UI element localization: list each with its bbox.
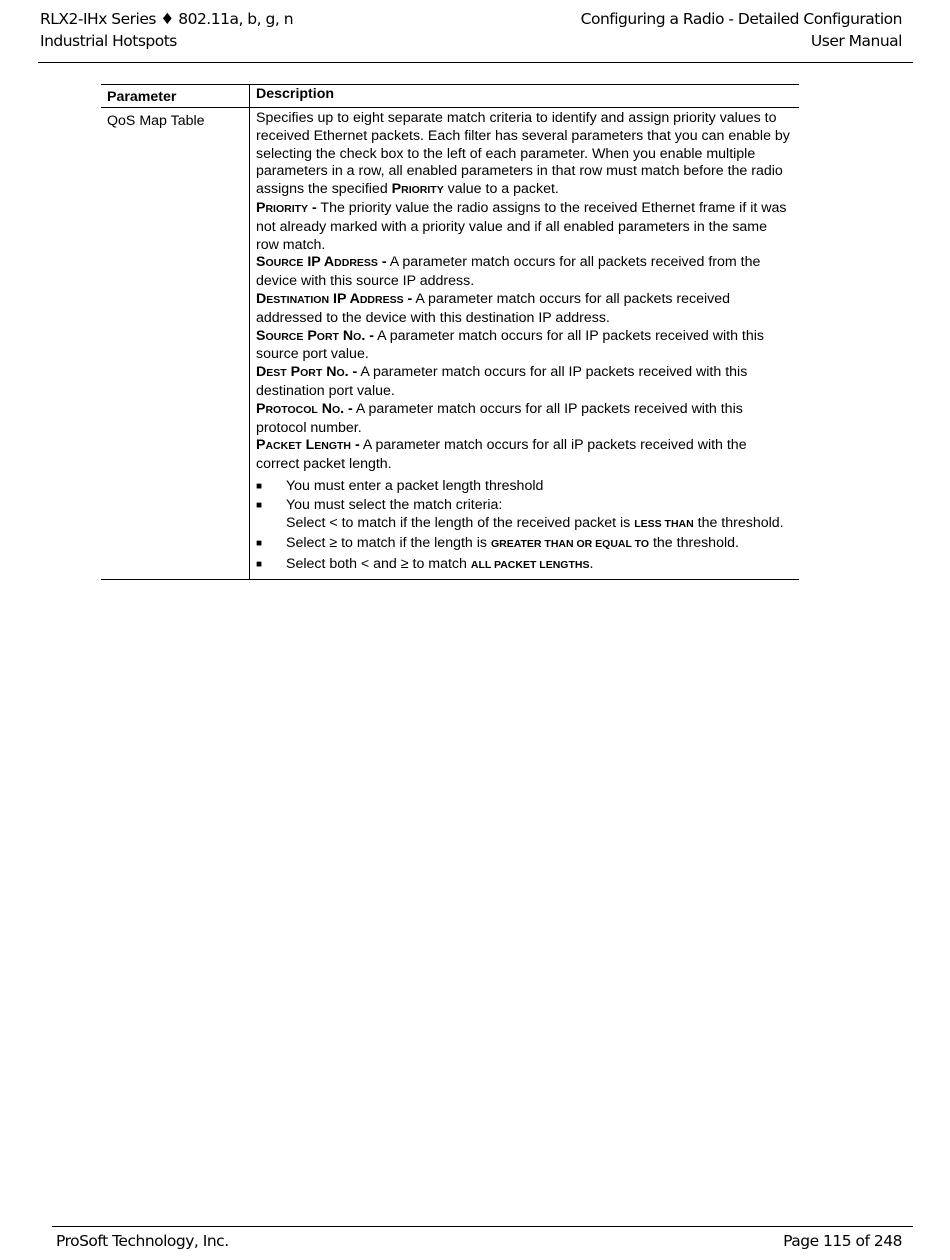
running-header-right [581,8,902,52]
definition-text: A parameter match occurs for all iP packets received with the correct packet length. [256,437,747,473]
running-header-left [40,8,293,52]
list-item: ■ Select both < and ≥ to match ALL PACKET LENGTHS. [256,555,594,572]
definition-term: PRIORITY - [256,199,317,216]
parameter-description [250,108,800,580]
bullet-icon: ■ [256,500,263,512]
definition-text: A parameter match occurs for all IP packets received with this protocol number. [256,400,743,436]
definition-item [256,401,793,438]
priority-term: PRIORITY [391,181,444,198]
definition-text: The priority value the radio assigns to the received Ethernet frame if it was not already marked with a priority value and if all enabled parameters in the same row match. [256,199,787,253]
list-item: ■ You must select the match criteria: Select < to match if the length of the received packet is LESS THAN the threshold. [256,497,784,532]
definition-text: A parameter match occurs for all IP packets received with this destination port value. [256,364,748,399]
bullet-icon: ■ [256,558,263,570]
chapter-title: Configuring a Radio - Detailed Configuration [580,10,902,28]
definition-term: PACKET LENGTH - [256,437,360,454]
parameter-table [101,84,799,580]
header-rule [38,62,913,63]
bullet-list [256,478,793,574]
definition-item [256,200,793,254]
definition-item [256,437,793,474]
table-header-row [101,85,799,108]
definition-term: DEST PORT NO. - [256,364,358,381]
definition-item [256,291,793,328]
description-intro: Specifies up to eight separate match criteria to identify and assign priority values to received Ethernet packets. Each filter has several parameters that you can enable by selecting the check box to the left of each parameter. When you enable multiple parameters in a row, all enabled parameters in that row must match before the radio assigns the specified PRIORITY value to a packet. [256,110,790,198]
definition-text: A parameter match occurs for all packets received from the device with this source IP address. [256,254,761,290]
page-number: Page 115 of 248 [783,1232,902,1250]
list-item: ■ Select ≥ to match if the length is GREATER THAN OR EQUAL TO the threshold. [256,535,739,552]
definition-term: SOURCE PORT NO. - [256,327,374,344]
definition-term: SOURCE IP ADDRESS - [256,254,387,271]
definition-item [256,328,793,365]
list-item: ■ You must enter a packet length threshold [256,477,544,494]
description-column-header: Description [250,85,800,108]
definition-item [256,254,793,291]
product-subtitle: Industrial Hotspots [40,32,177,50]
definition-item [256,364,793,401]
definition-text: A parameter match occurs for all IP packets received with this source port value. [256,327,765,363]
definition-term: PROTOCOL NO. - [256,400,353,417]
manual-title: User Manual [810,32,902,50]
bullet-icon: ■ [256,480,263,492]
definition-text: A parameter match occurs for all packets received addressed to the device with this destination IP address. [256,290,731,326]
bullet-icon: ■ [256,538,263,550]
company-name: ProSoft Technology, Inc. [56,1232,229,1250]
definition-list [256,200,793,474]
footer-rule [52,1226,913,1227]
parameter-name: QoS Map Table [101,108,250,580]
series-title: RLX2-IHx Series ♦ 802.11a, b, g, n [40,10,294,28]
definition-term: DESTINATION IP ADDRESS - [256,290,413,307]
parameter-column-header: Parameter [101,85,250,108]
table-row [101,108,799,580]
